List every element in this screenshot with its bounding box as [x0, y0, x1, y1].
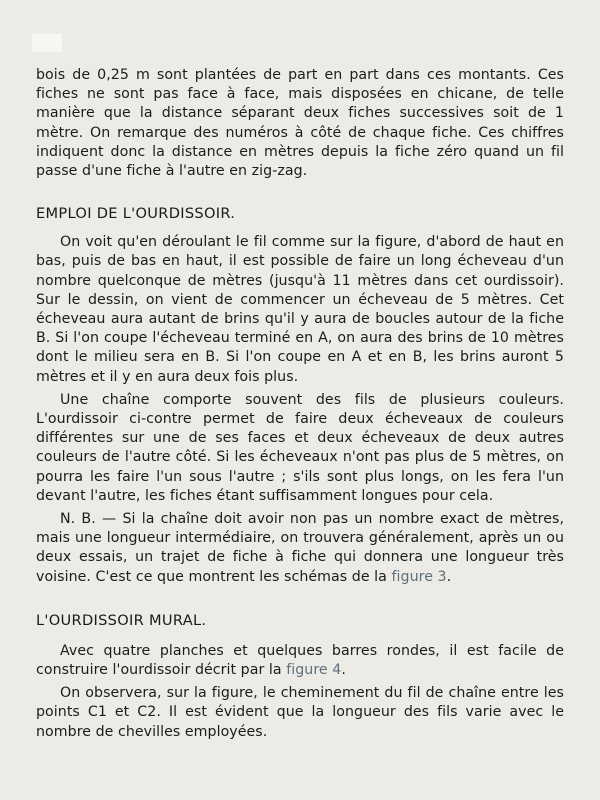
paragraph-nb-text: N. B. — Si la chaîne doit avoir non pas un nombre exact de mètres, mais une longueur intermédiaire, on trouvera généralement, après un ou deux essais, un trajet de fiche à fiche qui donnera une longueur très voisine. C'est ce que montrent les schémas de la — [36, 511, 564, 585]
section-heading-emploi: EMPLOI DE L'OURDISSOIR. — [36, 205, 236, 223]
paragraph-nb-end: . — [446, 568, 452, 585]
paragraph-mural-1-text: Avec quatre planches et quelques barres rondes, il est facile de construire l'ourdissoir décrit par la — [36, 642, 564, 679]
paper-mark — [32, 34, 62, 52]
paragraph-emploi-1: On voit qu'en déroulant le fil comme sur la figure, d'abord de haut en bas, puis de bas en haut, il est possible de faire un long écheveau d'un nombre quelconque de mètres (jusqu'à 11 mètres dans cet ourdissoir). Sur le dessin, on vient de commencer un écheveau de 5 mètres. Cet écheveau aura autant de brins qu'il y aura de boucles autour de la fiche B. Si l'on coupe l'écheveau terminé en A, on aura des brins de 10 mètres dont le milieu sera en B. Si l'on coupe en A et en B, les brins auront 5 mètres et il y en aura deux fois plus. — [36, 234, 564, 385]
page-content — [36, 66, 564, 742]
figure-3-reference: figure 3 — [391, 568, 447, 585]
paragraph-mural-1 — [36, 642, 564, 680]
paragraph-mural-1-end: . — [341, 662, 346, 679]
paragraph-mural-2: On observera, sur la figure, le cheminement du fil de chaîne entre les points C1 et C2. Il est évident que la longueur des fils varie avec le nombre de chevilles employées. — [36, 685, 564, 740]
paragraph-emploi-2: Une chaîne comporte souvent des fils de plusieurs couleurs. L'ourdissoir ci-contre permet de faire deux écheveaux de couleurs différentes sur une de ses faces et deux écheveaux de deux autres couleurs de l'autre côté. Si les écheveaux n'ont pas plus de 5 mètres, on pourra les faire l'un sous l'autre ; s'ils sont plus longs, on les fera l'un devant l'autre, les fiches étant suffisamment longues pour cela. — [36, 391, 564, 504]
paragraph-nb — [36, 510, 564, 587]
section-heading-mural: L'OURDISSOIR MURAL. — [36, 611, 207, 629]
figure-4-reference: figure 4 — [286, 662, 342, 679]
paragraph-continuation: bois de 0,25 m sont plantées de part en part dans ces montants. Ces fiches ne sont pas face à face, mais disposées en chicane, de telle manière que la distance séparant deux fiches successives soit de 1 mètre. On remarque des numéros à côté de chaque fiche. Ces chiffres indiquent donc la distance en mètres depuis la fiche zéro quand un fil passe d'une fiche à l'autre en zig-zag. — [36, 67, 564, 180]
